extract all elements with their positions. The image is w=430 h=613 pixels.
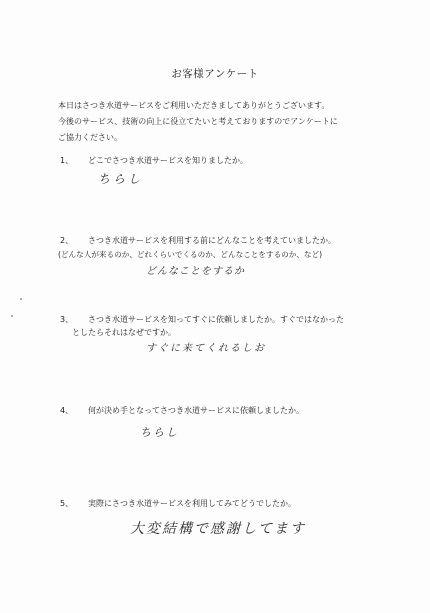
question-text: さつき水道サービスを利用する前にどんなことを考えていましたか。 xyxy=(88,236,336,245)
question-3 xyxy=(60,313,344,327)
answer-5: 大変結構で感謝してます xyxy=(130,521,306,537)
question-text: どこでさつき水道サービスを知りましたか。 xyxy=(88,156,248,165)
question-3-line-2: としたらそれはなぜですか。 xyxy=(72,328,176,337)
question-text: 実際にさつき水道サービスを利用してみてどうでしたか。 xyxy=(88,499,296,508)
answer-4: ちらし xyxy=(140,426,179,439)
question-text: 何が決め手となってさつき水道サービスに依頼しましたか。 xyxy=(88,406,304,415)
answer-3: すぐに来てくれるしお xyxy=(146,343,266,354)
question-number: 1、 xyxy=(60,156,74,165)
intro-line-1: 本日はさつき水道サービスをご利用いただきましてありがとうございます。 xyxy=(58,101,330,110)
page-title: お客様アンケート xyxy=(171,68,259,80)
question-number: 5、 xyxy=(60,499,74,508)
intro-text xyxy=(58,98,398,146)
answer-2: どんなことをするか xyxy=(146,266,245,277)
question-text: さつき水道サービスを知ってすぐに依頼しましたか。すぐではなかった xyxy=(88,315,344,324)
question-4 xyxy=(60,404,304,418)
question-2 xyxy=(60,234,336,248)
intro-line-2: 今後のサービス、技術の向上に役立てたいと考えておりますのでアンケートに xyxy=(58,117,338,126)
answer-1: ちらし xyxy=(98,172,144,186)
scan-speck xyxy=(20,298,22,300)
scan-speck xyxy=(11,315,13,317)
intro-line-3: ご協力ください。 xyxy=(58,133,122,142)
question-number: 2、 xyxy=(60,236,74,245)
question-5 xyxy=(60,497,296,511)
question-1 xyxy=(60,154,248,168)
question-number: 4、 xyxy=(60,406,74,415)
question-2-note: (どんな人が来るのか、どれくらいでくるのか、どんなことをするのか、など) xyxy=(58,250,323,259)
question-number: 3、 xyxy=(60,315,74,324)
